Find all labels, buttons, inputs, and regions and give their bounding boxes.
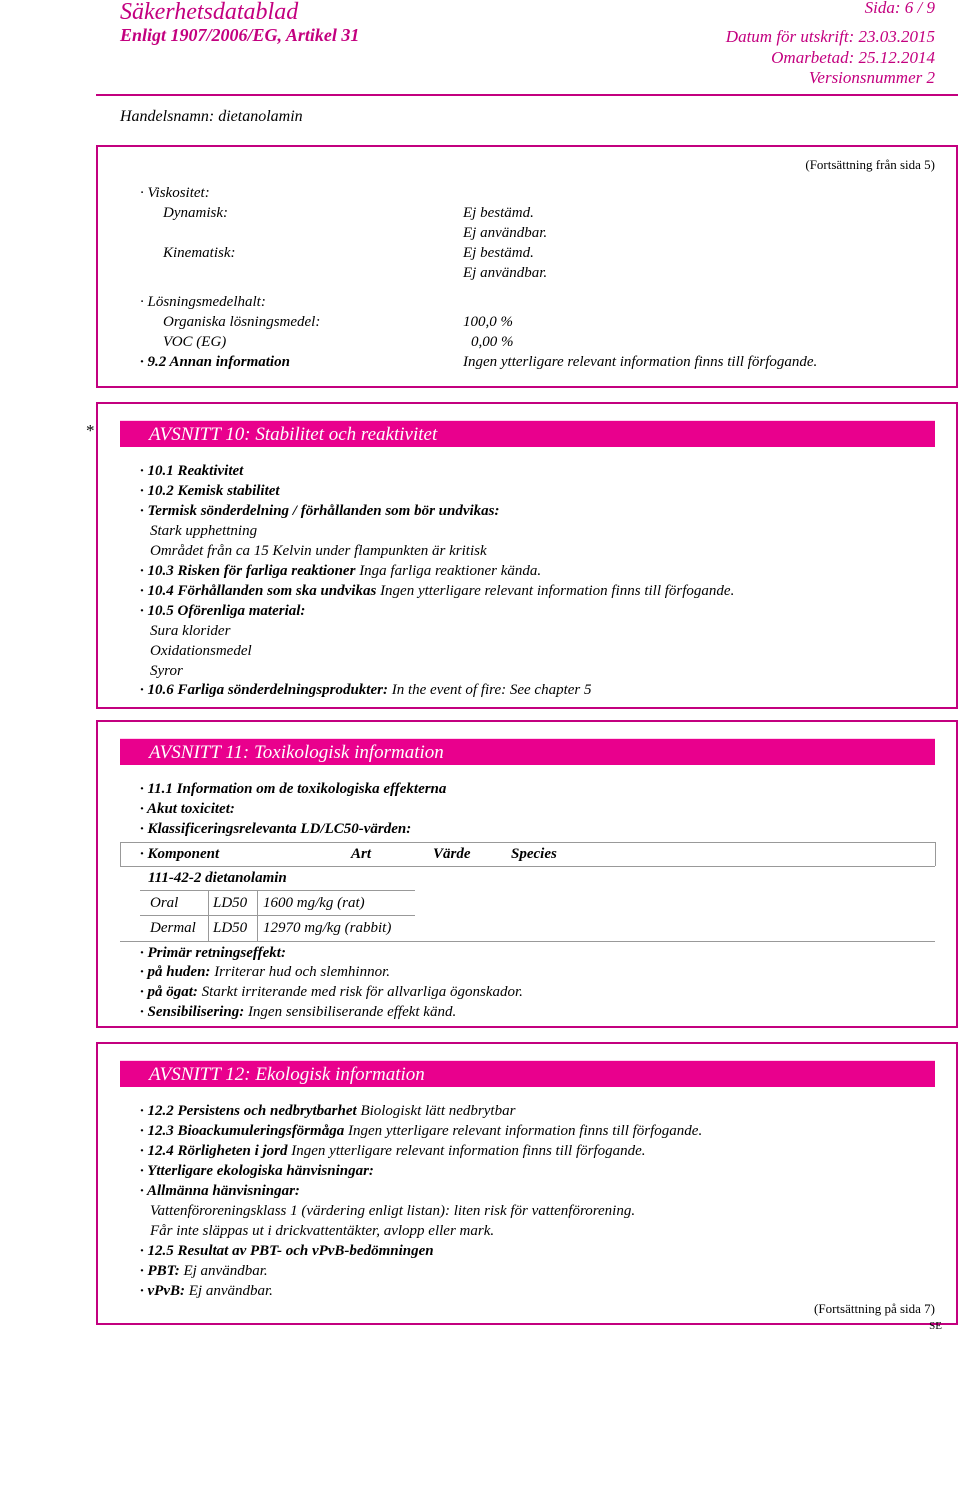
s10-oxidizers: Oxidationsmedel (150, 643, 252, 659)
tox-table-top-rule (120, 842, 935, 843)
organic-solvent-label: Organiska lösningsmedel: (163, 314, 321, 330)
s11-primary-irritant: · Primär retningseffekt: (140, 945, 286, 961)
dynamic-value-2: Ej användbar. (463, 225, 548, 241)
organic-solvent-value: 100,0 % (463, 314, 513, 330)
s11-acute: · Akut toxicitet: (140, 801, 235, 817)
continuation-from: (Fortsättning från sida 5) (805, 157, 935, 172)
section12-heading: AVSNITT 12: Ekologisk information (120, 1060, 935, 1087)
s10-conditions-avoid: · 10.4 Förhållanden som ska undvikas Ingen ytterligare relevant information finns till förfogande. (140, 583, 735, 599)
other-info-value: Ingen ytterligare relevant information finns till förfogande. (463, 354, 818, 370)
document-subtitle: Enligt 1907/2006/EG, Artikel 31 (120, 25, 360, 45)
header-rule (96, 94, 958, 96)
tox-row-dermal-value: 12970 mg/kg (rabbit) (263, 920, 392, 936)
trade-name: Handelsnamn: dietanolamin (120, 108, 303, 125)
s12-bioaccumulation: · 12.3 Bioackumuleringsförmåga Ingen ytterligare relevant information finns till förfogande. (140, 1123, 703, 1139)
print-date: Datum för utskrift: 23.03.2015 (725, 27, 935, 46)
s12-persistence: · 12.2 Persistens och nedbrytbarhet Biologiskt lätt nedbrytbar (140, 1103, 516, 1119)
tox-table-header-rule (120, 866, 935, 867)
s12-pbt-results: · 12.5 Resultat av PBT- och vPvB-bedömningen (140, 1243, 434, 1259)
page-number: Sida: 6 / 9 (864, 0, 935, 17)
s10-acid-chlorides: Sura klorider (150, 623, 231, 639)
tox-row-dermal-route: Dermal (150, 920, 196, 936)
s12-further: · Ytterligare ekologiska hänvisningar: (140, 1163, 374, 1179)
s10-decomposition: · 10.6 Farliga sönderdelningsprodukter: In the event of fire: See chapter 5 (140, 682, 592, 698)
tox-header-component: · Komponent (140, 846, 220, 862)
tox-col-1 (208, 890, 209, 941)
version-number: Versionsnummer 2 (808, 68, 935, 87)
voc-value: 0,00 % (471, 334, 514, 350)
tox-header-species: Species (511, 846, 557, 862)
tox-col-2 (257, 890, 258, 941)
s10-range: Området från ca 15 Kelvin under flampunkten är kritisk (150, 543, 487, 559)
section11-heading: AVSNITT 11: Toxikologisk information (120, 738, 935, 765)
s12-do-not-release: Får inte släppas ut i drickvattentäkter, avlopp eller mark. (150, 1223, 495, 1239)
other-info-label: · 9.2 Annan information (140, 354, 290, 370)
kinematic-value-1: Ej bestämd. (463, 245, 534, 261)
kinematic-value-2: Ej användbar. (463, 265, 548, 281)
s10-incompatible: · 10.5 Oförenliga material: (140, 603, 306, 619)
kinematic-label: Kinematisk: (163, 245, 236, 261)
tox-row-dermal-type: LD50 (213, 920, 248, 936)
section10-heading: AVSNITT 10: Stabilitet och reaktivitet (120, 420, 935, 447)
tox-row-rule (140, 915, 415, 916)
s10-reactivity: · 10.1 Reaktivitet (140, 463, 244, 479)
s12-vpvb: · vPvB: Ej användbar. (140, 1283, 273, 1299)
s10-acids: Syror (150, 663, 183, 679)
continuation-to: (Fortsättning på sida 7) (814, 1301, 935, 1316)
s12-water-hazard: Vattenföroreningsklass 1 (värdering enligt listan): liten risk för vattenförorening. (150, 1203, 636, 1219)
s11-info: · 11.1 Information om de toxikologiska effekterna (140, 781, 447, 797)
tox-row-oral-type: LD50 (213, 895, 248, 911)
country-code: SE (929, 1320, 942, 1332)
tox-table-right-edge (935, 842, 936, 866)
tox-component-name: 111-42-2 dietanolamin (148, 870, 287, 886)
tox-table-left-edge (120, 842, 121, 866)
s12-pbt: · PBT: Ej användbar. (140, 1263, 268, 1279)
s10-thermal: · Termisk sönderdelning / förhållanden som bör undvikas: (140, 503, 500, 519)
tox-table-bottom-rule (120, 941, 935, 942)
s11-skin: · på huden: Irriterar hud och slemhinnor. (140, 964, 391, 980)
solvent-label: · Lösningsmedelhalt: (140, 294, 266, 310)
tox-header-value: Värde (433, 846, 471, 862)
voc-label: VOC (EG) (163, 334, 227, 350)
s10-strong-heating: Stark upphettning (150, 523, 258, 539)
s11-sensitisation: · Sensibilisering: Ingen sensibiliserande effekt känd. (140, 1004, 457, 1020)
dynamic-value-1: Ej bestämd. (463, 205, 534, 221)
s10-stability: · 10.2 Kemisk stabilitet (140, 483, 280, 499)
revised-date: Omarbetad: 25.12.2014 (771, 48, 935, 67)
s11-ld-values: · Klassificeringsrelevanta LD/LC50-värden: (140, 821, 412, 837)
dynamic-label: Dynamisk: (163, 205, 228, 221)
changed-marker: * (86, 421, 95, 440)
s10-hazardous-reactions: · 10.3 Risken för farliga reaktioner Inga farliga reaktioner kända. (140, 563, 542, 579)
tox-row-oral-value: 1600 mg/kg (rat) (263, 895, 365, 911)
s11-eye: · på ögat: Starkt irriterande med risk för allvarliga ögonskador. (140, 984, 523, 1000)
tox-row-oral-route: Oral (150, 895, 179, 911)
s12-general: · Allmänna hänvisningar: (140, 1183, 300, 1199)
viscosity-label: · Viskositet: (140, 185, 210, 201)
tox-header-art: Art (351, 846, 372, 862)
s12-mobility: · 12.4 Rörligheten i jord Ingen ytterligare relevant information finns till förfogande. (140, 1143, 646, 1159)
document-title: Säkerhetsdatablad (120, 0, 299, 25)
tox-component-rule (140, 890, 415, 891)
